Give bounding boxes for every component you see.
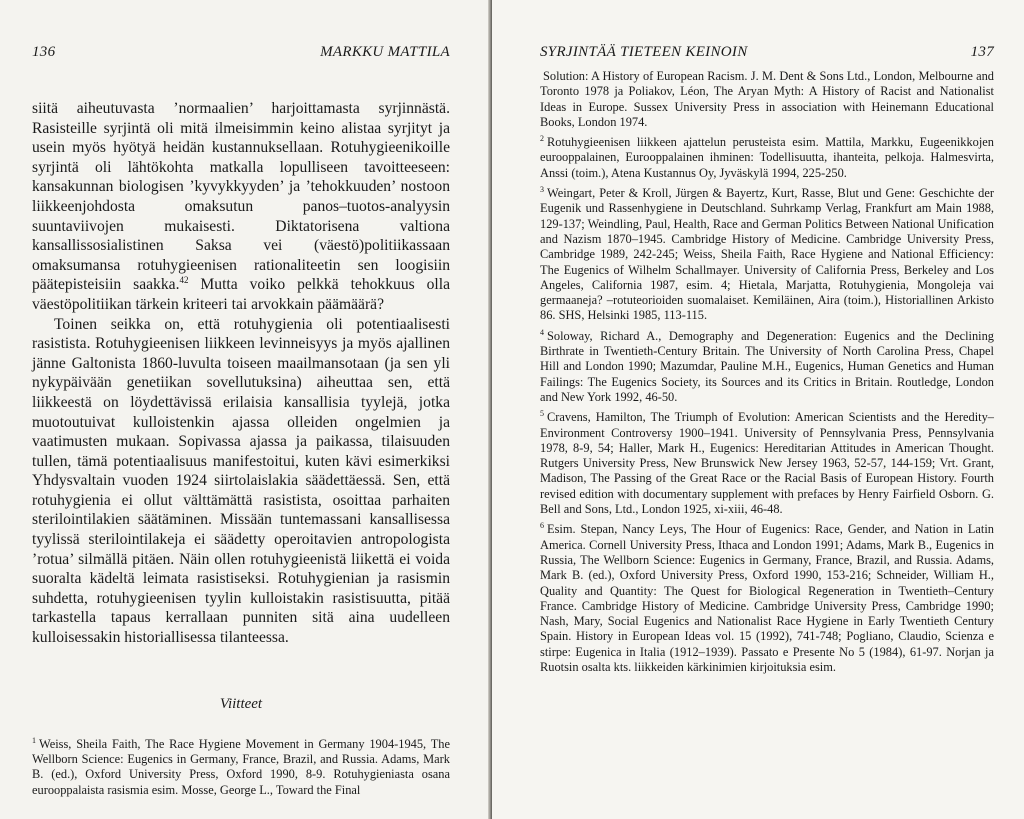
left-page (0, 0, 492, 819)
note-text: Rotuhygieenisen liikkeen ajattelun perusteista esim. Mattila, Markku, Eugeenikkojen eurooppalainen, Eurooppalainen ihminen: Todellisuutta, ihanteita, pelkoja. Halmesvirta, Anssi (toim.), Atena Kustannus Oy, Jyväskylä 1994, 225-250. (540, 135, 994, 180)
note-number: 2 (540, 134, 544, 144)
right-notes (540, 69, 994, 675)
left-notes (32, 737, 450, 798)
footnote-ref: 42 (179, 275, 189, 286)
note-text: Weiss, Sheila Faith, The Race Hygiene Movement in Germany 1904-1945, The Wellborn Science: Eugenics in Germany, France, Brazil, and Russia. Adams, Mark B. (ed.), Oxford University Press, Oxford 1990, 8-9. Rotuhygieniasta osana eurooppalaista rasismia esim. Mosse, George L., Toward the Final (32, 736, 450, 797)
note-number: 3 (540, 184, 544, 194)
note-text: Esim. Stepan, Nancy Leys, The Hour of Eugenics: Race, Gender, and Nation in Latin America. Cornell University Press, Ithaca and London 1991; Adams, Mark B., Eugenics in Russia, The Wellborn Science: Eugenics in Germany, France, Brazil, and Russia. Adams, Mark B. (ed.), Oxford University Press, Oxford 1990, 153-216; Schneider, William H., Quality and Quantity: The Quest for Biological Regeneration in Twentieth–Century France. Cambridge History of Medicine. Cambridge University Press, Cambridge 1990; Nash, Mary, Social Eugenics and Nationalist Race Hygiene in Early Twentieth Century Spain. History in European Ideas vol. 15 (1992), 741-748; Pogliano, Claudio, Scienza e stirpe: Eugenica in Italia (1912–1939). Passato e Presente No 5 (1984), 61-97. Norjan ja Ruotsin osalta kts. liikkeiden kärkinimien kirjoituksia esim. (540, 522, 994, 674)
note-number: 1 (32, 735, 36, 745)
note-text: Soloway, Richard A., Demography and Degeneration: Eugenics and the Declining Birthrate in Twentieth-Century Britain. The University of North Carolina Press, Chapel Hill and London 1990; Mazumdar, Pauline M.H., Eugenics, Human Genetics and Human Failings: The Eugenics Society, its Sources and its Critics in Britain. Routledge, London and New York 1992, 46-50. (540, 328, 994, 404)
body-paragraph-1: siitä aiheutuvasta ’normaalien’ harjoittamasta syrjinnästä. Rasisteille syrjintä oli mitä ilmeisimmin keino alistaa syrjityt ja usein myös hyötyä heidän kustannuksellaan. Rotuhygieenikoille syrjintä oli lähtökohta matkalla lopulliseen tavoitteeseen: kansakunnan biologisen ’kyvykkyyden’ ja ’tehokkuuden’ nostoon liikkeenjohdosta omaksutun panos–tuotos-analyysin suuntaviivojen mukaisesti. Diktatorisena valtiona kansallissosialistinen Saksa vei (väestö)politiikassaan omaksumansa rotuhygieenisen rationaliteetin sen loogisiin päätepisteisiin saakka.$^{42}$ Mutta voiko pelkkä tehokkuus olla väestöpolitiikan tärkein kriteeri tai arvokkain päämäärä? (32, 100, 451, 313)
note-item (540, 522, 994, 675)
left-body-text (32, 99, 450, 648)
body-paragraph-2: Toinen seikka on, että rotuhygienia oli potentiaalisesti rasististа. Rotuhygieenisen liikkeen levinneisyys ja myös ajallinen jänne Galtonista 1860-luvulta toiseen maailmansotaan (ja sen yli nykypäivään genetiikan sovellutuksina) aiheuttaa sen, että liikkeestä on löydettävissä erilaisia kansallisia tyylejä, jotka muotoutuivat kulloistenkin ajassa olleiden ongelmien ja vaatimusten mukaan. Sopivassa ajassa ja paikassa, tilaisuuden tullen, tämä potentiaalisuus manifestoitui, kuten kävi esimerkiksi Yhdysvaltain vuoden 1924 siirtolaislakia säädettäessä. Sen, että rotuhygienia ei ollut välttämättä rasistista, osoittaa parhaiten sterilointilakien säätäminen. Missään tuntemassani kansallisessa tyylissä sterilointilakeja ei säädetty operoitavien antropologista ’rotua’ silmällä pitäen. Näin ollen rotuhygieenistä liikettä ei voida suoralta kädeltä leimata rasistiseksi. Rotuhygienian ja rasismin suhdetta, rotuhygieenisen tyylin kulloistakin rasistisuutta, pitää tarkastella tapaus kerrallaan punniten sitä aina uudelleen kulloisessakin historiallisessa tilanteessa. (32, 315, 450, 647)
right-page (492, 0, 1024, 819)
right-running-head (540, 44, 994, 61)
notes-section-title: Viitteet (219, 695, 263, 712)
note-number: 5 (540, 409, 544, 419)
left-running-head (32, 44, 450, 61)
note-text: Cravens, Hamilton, The Triumph of Evolution: American Scientists and the Heredity–Environment Controversy 1900–1941. University of Pennsylvania Press, Pennsylvania 1978, 8-9, 54; Haller, Mark H., Eugenics: Hereditarian Attitudes in American Thought. Rutgers University Press, New Brunswick New Jersey 1963, 52-57, 144-159; Vrt. Grant, Madison, The Passing of the Great Race or the Racial Basis of European History. Fourth revised edition with documentary supplement with prefaces by Henry Fairfield Osborn. G. Bell and Sons, Ltd., London 1925, xi-xiii, 46-48. (540, 410, 994, 517)
note-item (540, 329, 994, 405)
note-text: Solution: A History of European Racism. J. M. Dent & Sons Ltd., London, Melbourne and Toronto 1978 ja Poliakov, Léon, The Aryan Myth: A History of Racist and Nationalist Ideas in Europe. Sussex University Press in association with Heinemann Educational Books, London 1974. (540, 69, 994, 129)
note-item (540, 135, 994, 181)
note-item (32, 737, 450, 798)
note-number: 6 (540, 521, 544, 531)
left-running-title: MARKKU MATTILA (320, 44, 450, 60)
right-running-title: SYRJINTÄÄ TIETEEN KEINOIN (540, 44, 748, 60)
note-item (540, 410, 994, 517)
note-number: 4 (540, 327, 544, 337)
note-text: Weingart, Peter & Kroll, Jürgen & Bayertz, Kurt, Rasse, Blut und Gene: Geschichte der Eugenik und Rassenhygiene in Deutschland. Suhrkamp Verlag, Frankfurt am Main 1988, 129-137; Weindling, Paul, Health, Race and German Politics Between National Unification and Nazism 1870–1945. Cambridge History of Medicine. Cambridge University Press, Cambridge 1989, 242-245; Weiss, Sheila Faith, Race Hygiene and National Efficiency: The Eugenics of Wilhelm Schallmayer. University of California Press, Berkeley and Los Angeles, California 1987, esim. 4; Hietala, Marjatta, Rotuhygienia, Mongoleja vai germaaneja? –rotuteorioiden suomalaiset. Kemiläinen, Aira (toim.), Historiallinen Arkisto 86. SHS, Helsinki 1985, 113-115. (540, 186, 994, 323)
right-folio: 137 (970, 44, 994, 60)
left-folio: 136 (32, 44, 56, 60)
note-item (540, 69, 994, 130)
note-item (540, 186, 994, 324)
